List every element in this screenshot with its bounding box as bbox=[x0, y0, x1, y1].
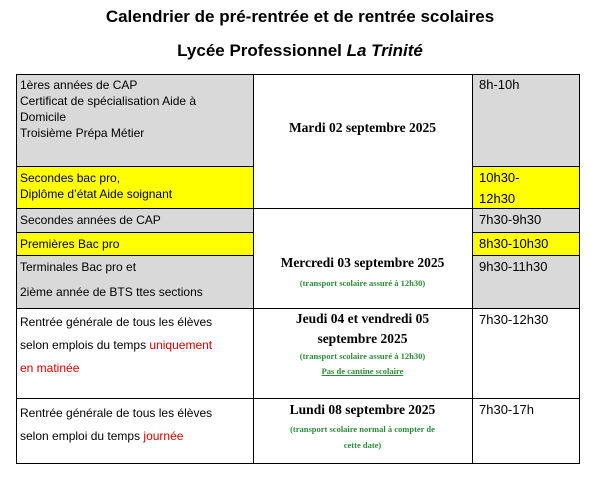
row5-level bbox=[16, 259, 253, 300]
row2-time-line2: 12h30 bbox=[479, 191, 516, 206]
row4-time: 8h30-10h30 bbox=[479, 236, 549, 251]
row5-level-1: Terminales Bac pro et bbox=[20, 260, 137, 274]
row1-level-4: Troisième Prépa Métier bbox=[20, 126, 145, 140]
row7-line1: Rentrée générale de tous les élèves bbox=[20, 406, 213, 420]
row1-level-2: Certificat de spécialisation Aide à bbox=[20, 94, 197, 108]
school-name-prefix: Lycée Professionnel bbox=[177, 41, 342, 60]
date-wednesday-note: (transport scolaire assuré à 12h30) bbox=[299, 278, 426, 288]
date-monday bbox=[253, 401, 472, 452]
row1-level-1: 1ères années de CAP bbox=[20, 78, 138, 92]
row7-time: 7h30-17h bbox=[479, 402, 534, 417]
date-wednesday bbox=[253, 254, 472, 290]
date-monday-note-line2: cette date) bbox=[343, 440, 382, 450]
row6-line2-prefix: selon emplois du temps bbox=[20, 338, 147, 352]
row6-line1: Rentrée générale de tous les élèves bbox=[20, 315, 213, 329]
row3-time: 7h30-9h30 bbox=[479, 212, 542, 227]
grid-line-4 bbox=[16, 398, 580, 399]
grid-line-right-2 bbox=[473, 232, 580, 233]
date-monday-note-line1: (transport scolaire normal à compter de bbox=[290, 424, 435, 434]
page-title: Calendrier de pré-rentrée et de rentrée scolaires bbox=[105, 7, 495, 26]
date-thursday-line1: Jeudi 04 et vendredi 05 bbox=[295, 311, 430, 326]
row7-line2-highlight: journée bbox=[143, 429, 184, 443]
grid-line-left-1 bbox=[16, 166, 253, 167]
school-name-italic: La Trinité bbox=[346, 41, 423, 60]
grid-line-right-1 bbox=[473, 166, 580, 167]
date-thursday-line2: septembre 2025 bbox=[317, 331, 408, 346]
row6-level bbox=[16, 311, 253, 380]
row5-level-2: 2ième année de BTS ttes sections bbox=[20, 285, 203, 299]
row6-line2-highlight: uniquement bbox=[149, 338, 213, 352]
row2-time bbox=[473, 170, 580, 207]
row2-level-1: Secondes bac pro, bbox=[20, 171, 121, 185]
date-tuesday: Mardi 02 septembre 2025 bbox=[288, 120, 437, 135]
grid-line-2 bbox=[16, 208, 580, 209]
grid-line-left-2 bbox=[16, 232, 253, 233]
date-wednesday-label: Mercredi 03 septembre 2025 bbox=[280, 255, 445, 270]
grid-line-3 bbox=[16, 308, 580, 309]
date-thursday-note2: Pas de cantine scolaire bbox=[321, 366, 404, 376]
row2-level-2: Diplôme d’état Aide soignant bbox=[20, 187, 173, 201]
row7-level bbox=[16, 402, 253, 448]
date-thursday-note1: (transport scolaire assuré à 12h30) bbox=[299, 351, 426, 361]
row4-level: Premières Bac pro bbox=[20, 237, 120, 251]
row1-levels bbox=[16, 77, 253, 141]
row5-time: 9h30-11h30 bbox=[479, 259, 548, 274]
row1-level-3: Domicile bbox=[20, 110, 67, 124]
school-name bbox=[0, 41, 600, 61]
date-monday-label: Lundi 08 septembre 2025 bbox=[289, 402, 436, 417]
grid-line-bottom bbox=[16, 463, 580, 464]
row6-time: 7h30-12h30 bbox=[479, 312, 549, 327]
row3-level: Secondes années de CAP bbox=[20, 213, 161, 227]
row2-levels bbox=[16, 170, 253, 202]
grid-line-left-3 bbox=[16, 255, 253, 256]
row1-time: 8h-10h bbox=[479, 77, 520, 92]
grid-line-right-3 bbox=[473, 255, 580, 256]
grid-line-top bbox=[16, 74, 580, 75]
date-thursday-friday bbox=[253, 310, 472, 378]
row7-line2-prefix: selon emploi du temps bbox=[20, 429, 141, 443]
row2-time-line1: 10h30- bbox=[479, 170, 520, 185]
row7-line2 bbox=[20, 425, 253, 448]
row6-line3-highlight: en matinée bbox=[20, 361, 80, 375]
row6-line2 bbox=[20, 334, 253, 357]
